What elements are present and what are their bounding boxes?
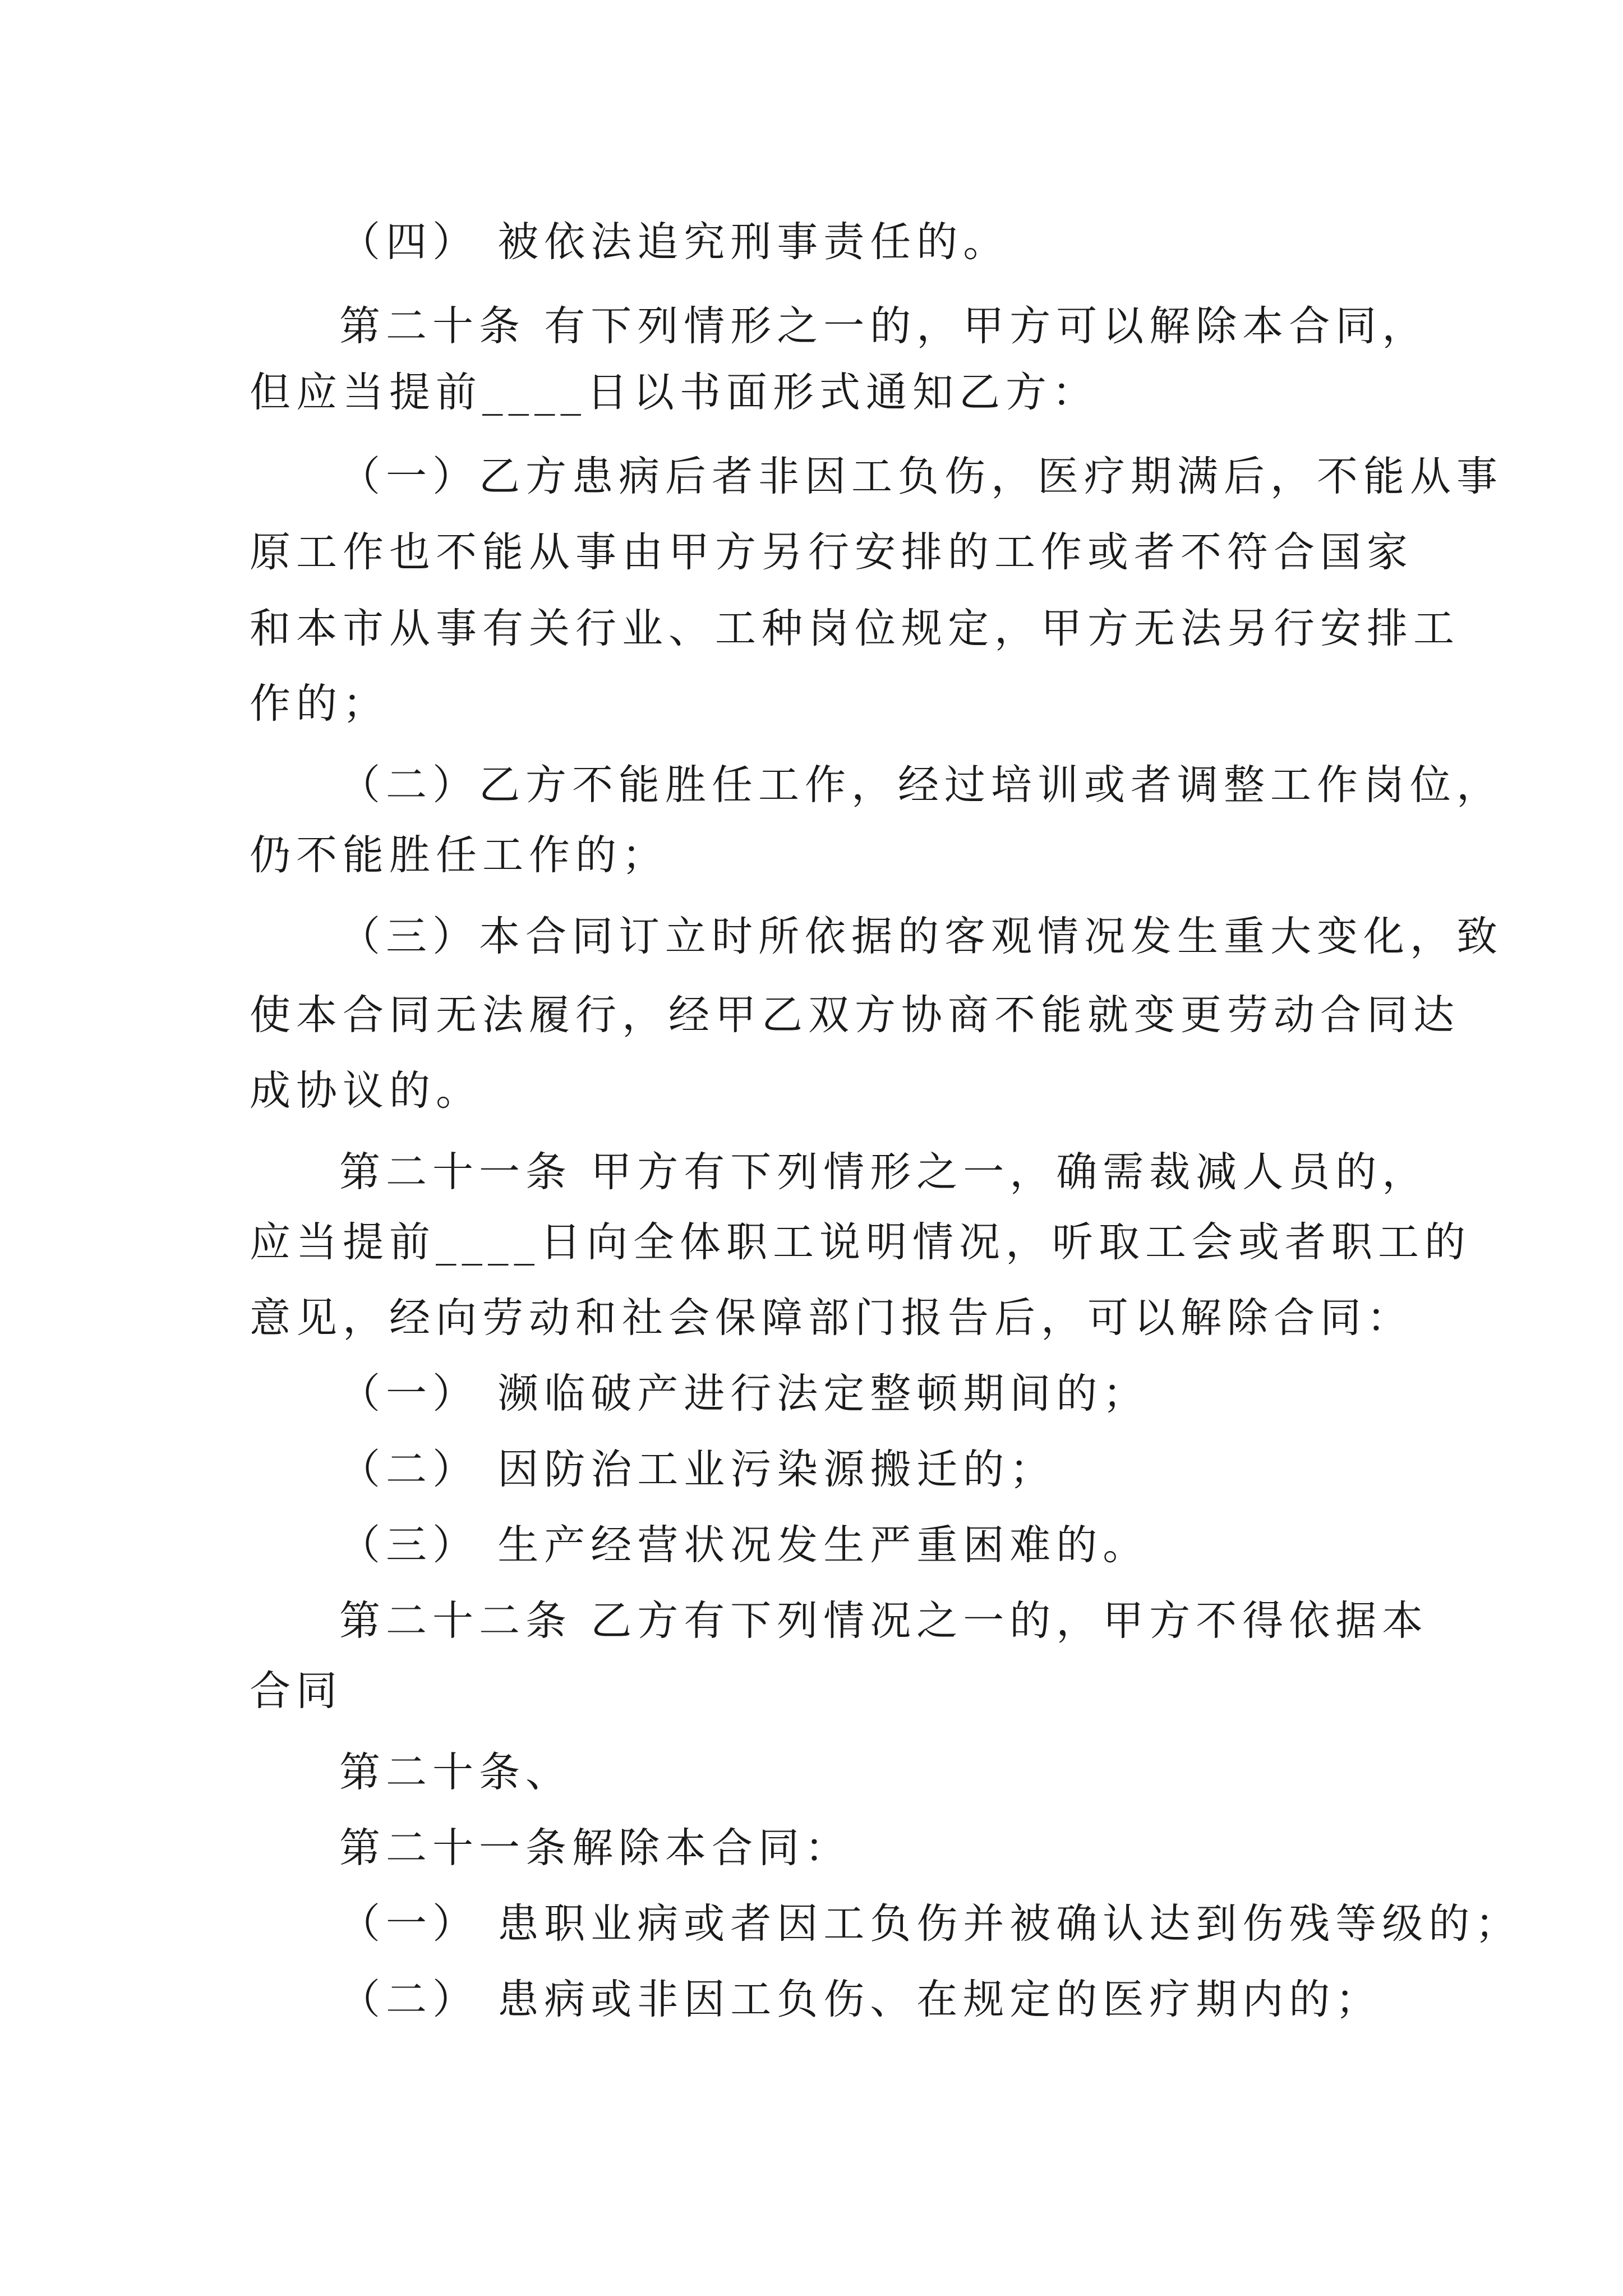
clause-item-1: （一） 患职业病或者因工负伤并被确认达到伤残等级的； bbox=[339, 1900, 1522, 1948]
paragraph-line: 但应当提前____日以书面形式通知乙方： bbox=[250, 369, 1099, 416]
article-22-heading: 第二十二条 乙方有下列情况之一的，甲方不得依据本 bbox=[339, 1597, 1429, 1645]
paragraph-line: 仍不能胜任工作的； bbox=[250, 831, 668, 879]
clause-item-2: （二） 因防治工业污染源搬迁的； bbox=[339, 1446, 1057, 1493]
article-20-heading: 第二十条 有下列情形之一的，甲方可以解除本合同， bbox=[339, 302, 1429, 350]
paragraph-line: 应当提前____日向全体职工说明情况，听取工会或者职工的 bbox=[250, 1218, 1471, 1266]
clause-item-2: （二） 患病或非因工负伤、在规定的医疗期内的； bbox=[339, 1976, 1382, 2023]
article-reference: 第二十一条解除本合同： bbox=[339, 1824, 851, 1872]
clause-item-3: （三）本合同订立时所依据的客观情况发生重大变化，致 bbox=[339, 913, 1503, 960]
paragraph-line: 和本市从事有关行业、工种岗位规定，甲方无法另行安排工 bbox=[250, 605, 1460, 652]
clause-item-2: （二）乙方不能胜任工作，经过培训或者调整工作岗位， bbox=[339, 761, 1503, 809]
clause-item-3: （三） 生产经营状况发生严重困难的。 bbox=[339, 1521, 1150, 1569]
paragraph-line: 合同 bbox=[250, 1667, 343, 1715]
paragraph-line: 成协议的。 bbox=[250, 1067, 482, 1115]
article-21-heading: 第二十一条 甲方有下列情形之一，确需裁减人员的， bbox=[339, 1148, 1429, 1196]
clause-item-4: （四） 被依法追究刑事责任的。 bbox=[339, 218, 1010, 266]
clause-item-1: （一）乙方患病后者非因工负伤，医疗期满后，不能从事 bbox=[339, 453, 1503, 500]
clause-item-1: （一） 濒临破产进行法定整顿期间的； bbox=[339, 1370, 1150, 1418]
paragraph-line: 作的； bbox=[250, 680, 389, 728]
paragraph-line: 使本合同无法履行，经甲乙双方协商不能就变更劳动合同达 bbox=[250, 991, 1460, 1039]
paragraph-line: 原工作也不能从事由甲方另行安排的工作或者不符合国家 bbox=[250, 528, 1413, 576]
article-reference: 第二十条、 bbox=[339, 1749, 572, 1796]
paragraph-line: 意见，经向劳动和社会保障部门报告后，可以解除合同： bbox=[250, 1294, 1413, 1342]
